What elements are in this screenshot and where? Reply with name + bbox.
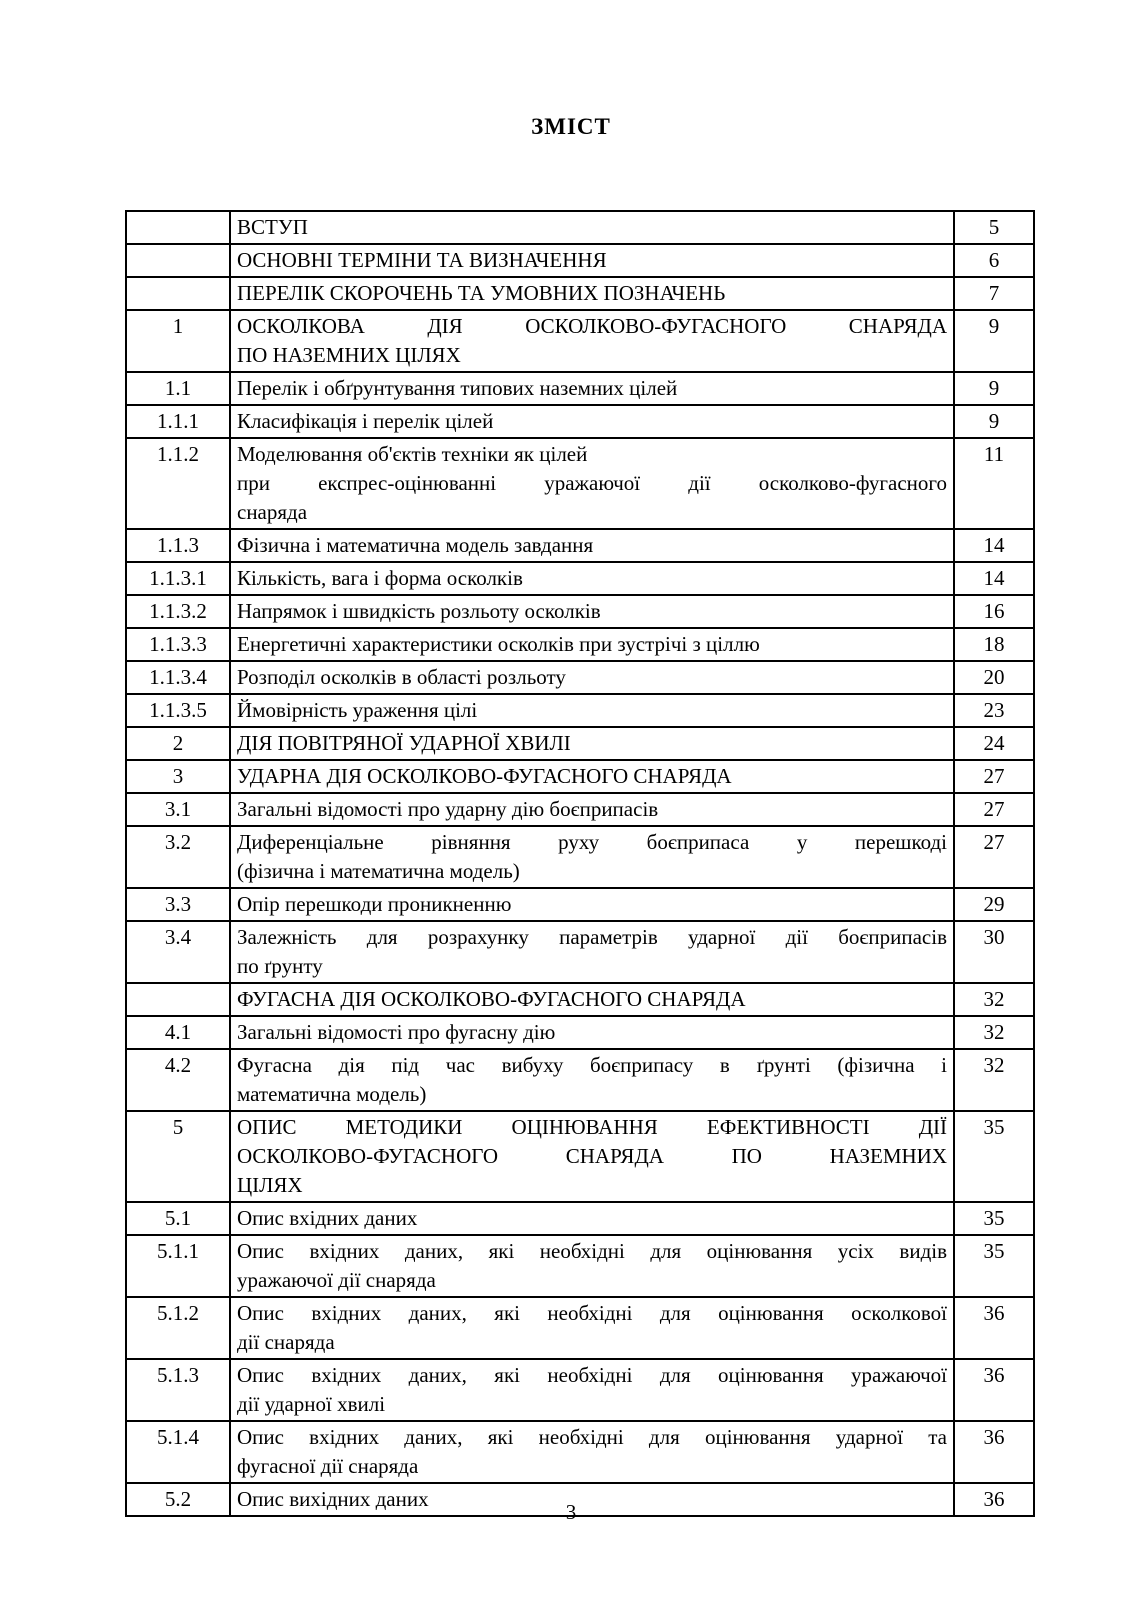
toc-row-number: 1.1.3.4	[126, 661, 230, 694]
toc-row-page: 14	[954, 562, 1034, 595]
toc-line: ЦІЛЯХ	[237, 1173, 303, 1197]
toc-row-title	[230, 244, 954, 277]
toc-row-page: 35	[954, 1235, 1034, 1297]
toc-row-number: 1.1.2	[126, 438, 230, 529]
toc-row-number	[126, 244, 230, 277]
toc-row	[126, 1235, 1034, 1297]
toc-row-number	[126, 277, 230, 310]
toc-row-title	[230, 826, 954, 888]
toc-row-title	[230, 727, 954, 760]
toc-row-number: 5.1	[126, 1202, 230, 1235]
toc-row	[126, 694, 1034, 727]
toc-line: дії ударної хвилі	[237, 1392, 386, 1416]
toc-row-title	[230, 1111, 954, 1202]
toc-row-page: 24	[954, 727, 1034, 760]
toc-row	[126, 661, 1034, 694]
toc-row-number: 2	[126, 727, 230, 760]
toc-line: Фізична і математична модель завдання	[237, 533, 594, 557]
toc-row-title	[230, 595, 954, 628]
toc-line: ФУГАСНА ДІЯ ОСКОЛКОВО-ФУГАСНОГО СНАРЯДА	[237, 987, 746, 1011]
toc-line: ПЕРЕЛІК СКОРОЧЕНЬ ТА УМОВНИХ ПОЗНАЧЕНЬ	[237, 281, 726, 305]
toc-line: Розподіл осколків в області розльоту	[237, 665, 566, 689]
toc-row	[126, 1111, 1034, 1202]
toc-line: Кількість, вага і форма осколків	[237, 566, 523, 590]
toc-row-number: 3.4	[126, 921, 230, 983]
toc-row-page: 11	[954, 438, 1034, 529]
toc-line: дії снаряда	[237, 1330, 335, 1354]
toc-row-title	[230, 1202, 954, 1235]
toc-row-title	[230, 888, 954, 921]
toc-row-title	[230, 277, 954, 310]
toc-row	[126, 921, 1034, 983]
toc-row	[126, 277, 1034, 310]
toc-row	[126, 372, 1034, 405]
toc-row-number: 1.1.1	[126, 405, 230, 438]
toc-row-page: 36	[954, 1359, 1034, 1421]
toc-row-page: 6	[954, 244, 1034, 277]
toc-line: ПО НАЗЕМНИХ ЦІЛЯХ	[237, 343, 461, 367]
toc-line: ОПИС МЕТОДИКИ ОЦІНЮВАННЯ ЕФЕКТИВНОСТІ ДІЇ	[237, 1115, 947, 1139]
toc-line: ВСТУП	[237, 215, 308, 239]
toc-row-page: 23	[954, 694, 1034, 727]
toc-line: Загальні відомості про ударну дію боєприпасів	[237, 797, 659, 821]
toc-row-page: 20	[954, 661, 1034, 694]
toc-row	[126, 310, 1034, 372]
toc-line: Опис вхідних даних, які необхідні для оцінювання осколкової	[237, 1301, 947, 1325]
toc-row-page: 27	[954, 793, 1034, 826]
toc-row	[126, 1359, 1034, 1421]
toc-line: математична модель)	[237, 1082, 427, 1106]
toc-row-number: 1.1.3.2	[126, 595, 230, 628]
toc-line: Фугасна дія під час вибуху боєприпасу в ґрунті (фізична і	[237, 1053, 947, 1077]
toc-row-title	[230, 438, 954, 529]
toc-row-page: 35	[954, 1202, 1034, 1235]
toc-row-title	[230, 983, 954, 1016]
toc-row	[126, 1016, 1034, 1049]
toc-row-number: 5.1.4	[126, 1421, 230, 1483]
toc-line: Енергетичні характеристики осколків при зустрічі з ціллю	[237, 632, 760, 656]
toc-row-number: 5.2	[126, 1483, 230, 1516]
toc-line: Залежність для розрахунку параметрів ударної дії боєприпасів	[237, 925, 947, 949]
toc-line: Опис вхідних даних	[237, 1206, 418, 1230]
toc-body	[126, 211, 1034, 1516]
toc-row-title	[230, 793, 954, 826]
toc-line: ОСНОВНІ ТЕРМІНИ ТА ВИЗНАЧЕННЯ	[237, 248, 607, 272]
toc-line: Опір перешкоди проникненню	[237, 892, 512, 916]
toc-row-title	[230, 1421, 954, 1483]
toc-line: Класифікація і перелік цілей	[237, 409, 494, 433]
toc-row-number	[126, 983, 230, 1016]
toc-row-title	[230, 1297, 954, 1359]
toc-row-page: 36	[954, 1483, 1034, 1516]
toc-row-title	[230, 1049, 954, 1111]
toc-row-number: 1.1.3.3	[126, 628, 230, 661]
toc-table	[125, 210, 1035, 1517]
toc-line: по ґрунту	[237, 954, 323, 978]
toc-row-title	[230, 1016, 954, 1049]
toc-row-page: 32	[954, 983, 1034, 1016]
toc-row-page: 9	[954, 372, 1034, 405]
toc-line: при експрес-оцінюванні уражаючої дії осколково-фугасного	[237, 471, 947, 495]
toc-line: Опис вихідних даних	[237, 1487, 429, 1511]
toc-row-page: 7	[954, 277, 1034, 310]
toc-row	[126, 211, 1034, 244]
toc-row	[126, 983, 1034, 1016]
page-title: ЗМІСТ	[531, 114, 611, 139]
toc-row	[126, 826, 1034, 888]
toc-line: снаряда	[237, 500, 308, 524]
toc-line: уражаючої дії снаряда	[237, 1268, 436, 1292]
toc-line: УДАРНА ДІЯ ОСКОЛКОВО-ФУГАСНОГО СНАРЯДА	[237, 764, 732, 788]
page-number: 3	[565, 1500, 577, 1524]
toc-row	[126, 888, 1034, 921]
toc-row-number: 1.1	[126, 372, 230, 405]
toc-row-page: 30	[954, 921, 1034, 983]
toc-line: ОСКОЛКОВО-ФУГАСНОГО СНАРЯДА ПО НАЗЕМНИХ	[237, 1144, 947, 1168]
toc-line: Опис вхідних даних, які необхідні для оцінювання ударної та	[237, 1425, 947, 1449]
toc-row-title	[230, 1235, 954, 1297]
toc-row-number: 1.1.3	[126, 529, 230, 562]
toc-row	[126, 529, 1034, 562]
toc-row-page: 29	[954, 888, 1034, 921]
toc-row	[126, 793, 1034, 826]
toc-row-page: 27	[954, 760, 1034, 793]
toc-row-title	[230, 211, 954, 244]
toc-row	[126, 405, 1034, 438]
toc-row-number: 5	[126, 1111, 230, 1202]
toc-row-title	[230, 372, 954, 405]
toc-row-number: 4.1	[126, 1016, 230, 1049]
toc-line: Диференціальне рівняння руху боєприпаса у перешкоді	[237, 830, 947, 854]
toc-row-number: 1.1.3.1	[126, 562, 230, 595]
toc-line: Моделювання об'єктів техніки як цілей	[237, 442, 588, 466]
toc-line: ОСКОЛКОВА ДІЯ ОСКОЛКОВО-ФУГАСНОГО СНАРЯДА	[237, 314, 947, 338]
toc-row-number: 1.1.3.5	[126, 694, 230, 727]
toc-row-number: 3.1	[126, 793, 230, 826]
toc-row-title	[230, 628, 954, 661]
toc-row-number: 3	[126, 760, 230, 793]
toc-line: Напрямок і швидкість розльоту осколків	[237, 599, 601, 623]
toc-row	[126, 1421, 1034, 1483]
toc-row-number: 5.1.2	[126, 1297, 230, 1359]
toc-row-page: 9	[954, 405, 1034, 438]
toc-row-page: 27	[954, 826, 1034, 888]
toc-row-page: 35	[954, 1111, 1034, 1202]
toc-row-number: 3.2	[126, 826, 230, 888]
toc-line: ДІЯ ПОВІТРЯНОЇ УДАРНОЇ ХВИЛІ	[237, 731, 571, 755]
toc-row-page: 16	[954, 595, 1034, 628]
toc-row-title	[230, 694, 954, 727]
toc-line: Опис вхідних даних, які необхідні для оцінювання уражаючої	[237, 1363, 947, 1387]
toc-row-page: 36	[954, 1297, 1034, 1359]
toc-row	[126, 1049, 1034, 1111]
toc-row	[126, 595, 1034, 628]
toc-row	[126, 438, 1034, 529]
toc-line: (фізична і математична модель)	[237, 859, 520, 883]
toc-row-page: 36	[954, 1421, 1034, 1483]
toc-row-number: 3.3	[126, 888, 230, 921]
toc-line: Ймовірність ураження цілі	[237, 698, 478, 722]
toc-row-title	[230, 310, 954, 372]
toc-row-page: 14	[954, 529, 1034, 562]
toc-row-title	[230, 562, 954, 595]
toc-row	[126, 1297, 1034, 1359]
toc-row-page: 32	[954, 1016, 1034, 1049]
toc-row-title	[230, 529, 954, 562]
toc-row-number	[126, 211, 230, 244]
toc-line: Загальні відомості про фугасну дію	[237, 1020, 556, 1044]
toc-row	[126, 1202, 1034, 1235]
toc-row	[126, 760, 1034, 793]
toc-row-number: 5.1.1	[126, 1235, 230, 1297]
toc-row-title	[230, 760, 954, 793]
toc-line: Опис вхідних даних, які необхідні для оцінювання усіх видів	[237, 1239, 947, 1263]
toc-row-number: 5.1.3	[126, 1359, 230, 1421]
toc-line: фугасної дії снаряда	[237, 1454, 419, 1478]
toc-row-number: 4.2	[126, 1049, 230, 1111]
toc-row-page: 18	[954, 628, 1034, 661]
toc-row-title	[230, 921, 954, 983]
toc-line: Перелік і обґрунтування типових наземних цілей	[237, 376, 678, 400]
toc-row-title	[230, 1359, 954, 1421]
toc-row	[126, 562, 1034, 595]
toc-row-number: 1	[126, 310, 230, 372]
toc-row-page: 5	[954, 211, 1034, 244]
toc-row-title	[230, 405, 954, 438]
toc-row-page: 32	[954, 1049, 1034, 1111]
toc-row-title	[230, 661, 954, 694]
toc-row	[126, 244, 1034, 277]
toc-row	[126, 628, 1034, 661]
toc-row	[126, 727, 1034, 760]
toc-row-page: 9	[954, 310, 1034, 372]
